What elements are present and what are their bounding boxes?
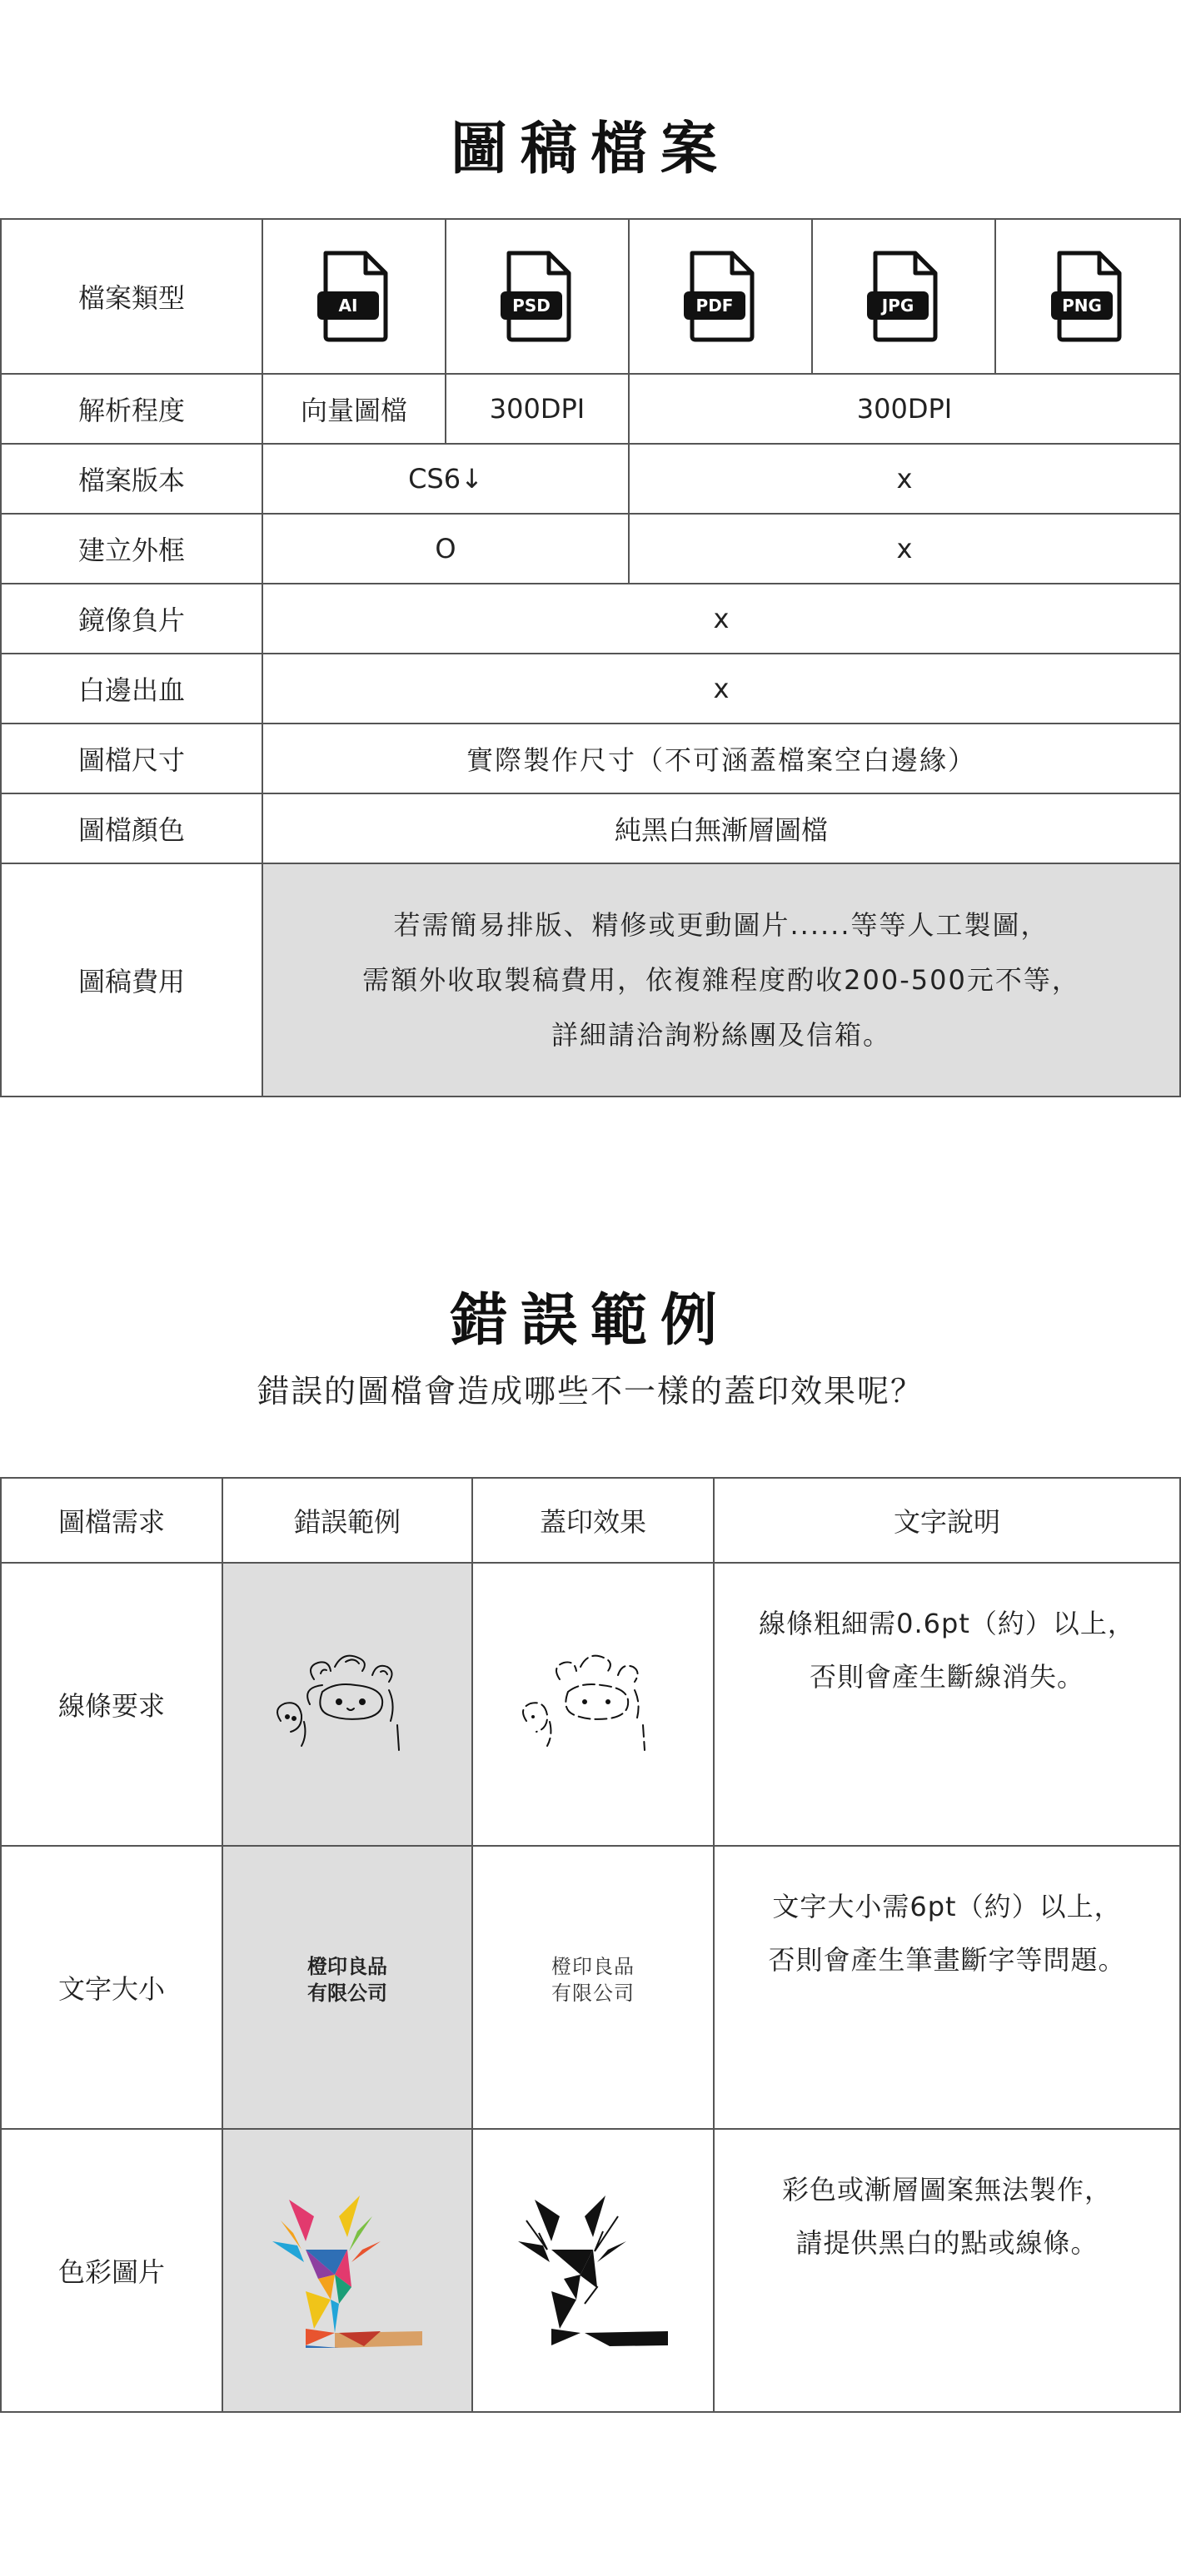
svg-text:PSD: PSD <box>512 296 551 316</box>
line-description <box>713 1562 1181 1847</box>
row-label-bleed: 白邊出血 <box>0 653 263 724</box>
sample-company-line-1: 橙印良品 <box>307 1954 387 1978</box>
version-left: CS6↓ <box>262 443 630 515</box>
row-label-outline: 建立外框 <box>0 513 263 584</box>
line-desc-1: 線條粗細需0.6pt（約）以上， <box>759 1608 1135 1639</box>
row-label-mirror: 鏡像負片 <box>0 583 263 654</box>
header-wrong-example: 錯誤範例 <box>222 1477 473 1564</box>
row-label-fee: 圖稿費用 <box>0 863 263 1097</box>
svg-text:PNG: PNG <box>1062 296 1102 316</box>
line-wrong-example <box>222 1562 473 1847</box>
row-label-color: 圖檔顏色 <box>0 793 263 864</box>
file-type-jpg <box>811 218 996 375</box>
svg-text:PDF: PDF <box>695 296 734 316</box>
bleed-value: x <box>262 653 1181 724</box>
bear-thin-line-illustration <box>256 1642 439 1767</box>
colorful-deer-illustration <box>256 2183 439 2358</box>
resolution-raster: 300DPI <box>628 373 1181 445</box>
size-value: 實際製作尺寸（不可涵蓋檔案空白邊緣） <box>262 723 1181 794</box>
row-label-line: 線條要求 <box>0 1562 223 1847</box>
text-size-description <box>713 1845 1181 2130</box>
fee-description <box>262 863 1181 1097</box>
mirror-value: x <box>262 583 1181 654</box>
row-label-text-size: 文字大小 <box>0 1845 223 2130</box>
color-desc-1: 彩色或漸層圖案無法製作， <box>781 2174 1112 2206</box>
header-stamp-effect: 蓋印效果 <box>471 1477 715 1564</box>
color-image-description <box>713 2128 1181 2413</box>
fee-line-2: 需額外收取製稿費用，依複雜程度酌收200-500元不等， <box>362 964 1080 996</box>
outline-right: x <box>628 513 1181 584</box>
bear-broken-line-illustration <box>501 1642 685 1767</box>
png-file-icon <box>1048 250 1128 343</box>
ai-file-icon <box>314 250 394 343</box>
jpg-file-icon <box>864 250 944 343</box>
text-wrong-example <box>222 1845 473 2130</box>
resolution-psd: 300DPI <box>445 373 630 445</box>
color-stamp-effect <box>471 2128 715 2413</box>
header-description: 文字說明 <box>713 1477 1181 1564</box>
section2-title: 錯誤範例 <box>450 1288 730 1354</box>
file-type-ai <box>262 218 446 375</box>
version-right: x <box>628 443 1181 515</box>
fee-line-1: 若需簡易排版、精修或更動圖片......等等人工製圖， <box>393 909 1049 941</box>
file-type-png <box>994 218 1181 375</box>
row-label-color-image: 色彩圖片 <box>0 2128 223 2413</box>
psd-file-icon <box>497 250 577 343</box>
text-desc-2: 否則會產生筆畫斷字等問題。 <box>768 1944 1126 1976</box>
svg-text:AI: AI <box>338 296 358 316</box>
file-type-pdf <box>628 218 813 375</box>
pdf-file-icon <box>680 250 760 343</box>
section1-title: 圖稿檔案 <box>450 117 730 182</box>
row-label-resolution: 解析程度 <box>0 373 263 445</box>
row-label-version: 檔案版本 <box>0 443 263 515</box>
outline-left: O <box>262 513 630 584</box>
resolution-vector: 向量圖檔 <box>262 373 446 445</box>
black-deer-illustration <box>501 2183 685 2358</box>
stamped-company-line-2: 有限公司 <box>551 1982 635 2005</box>
line-desc-2: 否則會產生斷線消失。 <box>809 1661 1084 1693</box>
header-requirement: 圖檔需求 <box>0 1477 223 1564</box>
section2-subtitle: 錯誤的圖檔會造成哪些不一樣的蓋印效果呢？ <box>257 1373 924 1410</box>
svg-text:JPG: JPG <box>881 296 914 316</box>
text-desc-1: 文字大小需6pt（約）以上， <box>772 1891 1122 1922</box>
fee-line-3: 詳細請洽詢粉絲團及信箱。 <box>551 1019 891 1051</box>
color-wrong-example <box>222 2128 473 2413</box>
row-label-size: 圖檔尺寸 <box>0 723 263 794</box>
row-label-file-type: 檔案類型 <box>0 218 263 375</box>
color-value: 純黑白無漸層圖檔 <box>262 793 1181 864</box>
color-desc-2: 請提供黑白的點或線條。 <box>795 2227 1099 2259</box>
line-stamp-effect <box>471 1562 715 1847</box>
stamped-company-line-1: 橙印良品 <box>551 1955 635 1978</box>
file-type-psd <box>445 218 630 375</box>
text-stamp-effect <box>471 1845 715 2130</box>
sample-company-line-2: 有限公司 <box>307 1981 387 2005</box>
